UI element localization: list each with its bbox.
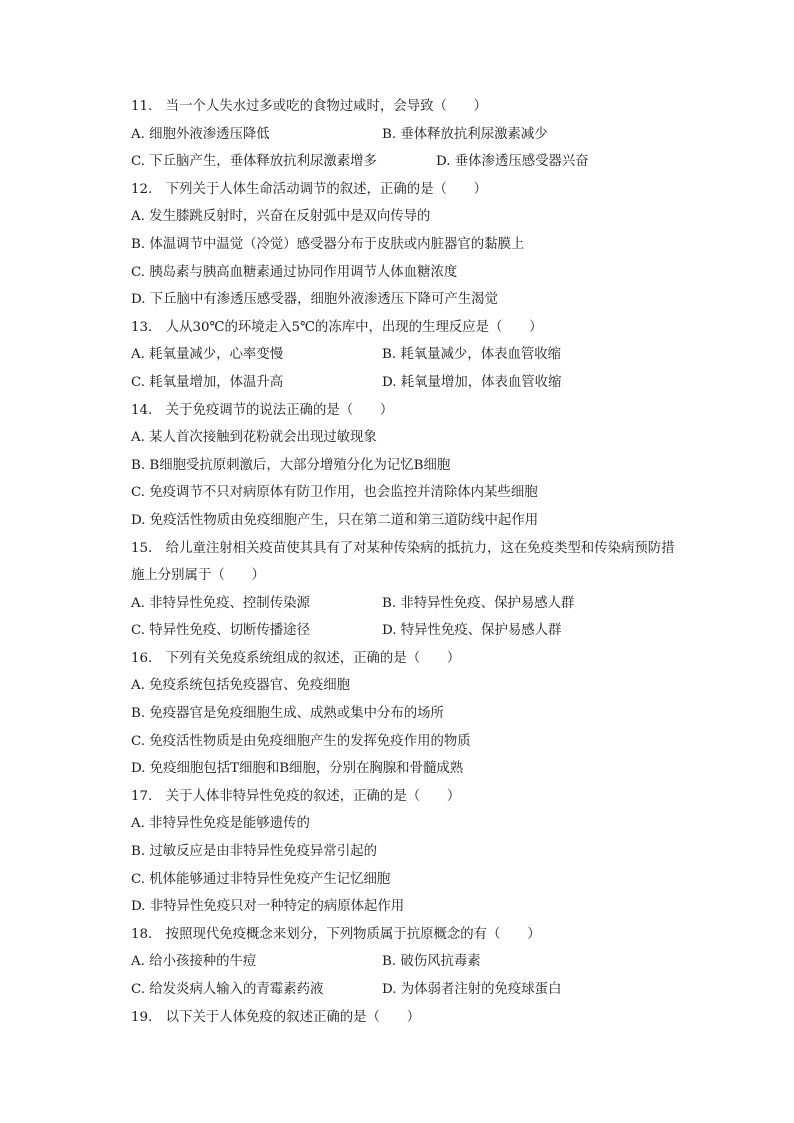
- question-11-options-row-2: [131, 148, 691, 176]
- question-15-options-row-2: [131, 617, 691, 645]
- question-17-stem: 17. 关于人体非特异性免疫的叙述，正确的是（ ）: [131, 788, 461, 804]
- question-18-option-b: B. 破伤风抗毒素: [382, 954, 481, 970]
- document-page: [131, 93, 691, 1031]
- question-11-options-row-1: [131, 121, 691, 149]
- question-15-stem: 15. 给儿童注射相关疫苗使其具有了对某种传染病的抵抗力，这在免疫类型和传染病预防措: [131, 540, 675, 556]
- question-12-option-c: C. 胰岛素与胰高血糖素通过协同作用调节人体血糖浓度: [131, 264, 458, 280]
- question-16-option-c: C. 免疫活性物质是由免疫细胞产生的发挥免疫作用的物质: [131, 733, 471, 749]
- question-11-option-d: D. 垂体渗透压感受器兴奋: [436, 154, 589, 170]
- question-14-stem: 14. 关于免疫调节的说法正确的是（ ）: [131, 402, 394, 418]
- question-13-options-row-2: [131, 369, 691, 397]
- question-17-option-d: D. 非特异性免疫只对一种特定的病原体起作用: [131, 899, 405, 915]
- question-15-option-c: C. 特异性免疫、切断传播途径: [131, 623, 310, 639]
- question-13-stem: 13. 人从30℃的环境走入5℃的冻库中，出现的生理反应是（ ）: [131, 319, 543, 335]
- question-11-option-a: A. 细胞外液渗透压降低: [131, 126, 270, 142]
- question-12-option-a: A. 发生膝跳反射时，兴奋在反射弧中是双向传导的: [131, 209, 431, 225]
- question-15-option-d: D. 特异性免疫、保护易感人群: [382, 623, 562, 639]
- question-17-option-c: C. 机体能够通过非特异性免疫产生记忆细胞: [131, 871, 391, 887]
- question-18-options-row-2: [131, 976, 691, 1004]
- question-13-option-d: D. 耗氧量增加，体表血管收缩: [382, 374, 562, 390]
- question-17-option-b: B. 过敏反应是由非特异性免疫异常引起的: [131, 844, 377, 860]
- question-16-option-a: A. 免疫系统包括免疫器官、免疫细胞: [131, 678, 351, 694]
- question-15-option-a: A. 非特异性免疫、控制传染源: [131, 595, 310, 611]
- question-14-option-c: C. 免疫调节不只对病原体有防卫作用，也会监控并清除体内某些细胞: [131, 485, 538, 501]
- question-12-option-b: B. 体温调节中温觉（冷觉）感受器分布于皮肤或内脏器官的黏膜上: [131, 236, 525, 252]
- question-14-option-b: B. B细胞受抗原刺激后，大部分增殖分化为记忆B细胞: [131, 457, 451, 473]
- question-16-option-d: D. 免疫细胞包括T细胞和B细胞，分别在胸腺和骨髓成熟: [131, 761, 464, 777]
- question-13-options-row-1: [131, 341, 691, 369]
- question-16-stem: 16. 下列有关免疫系统组成的叙述，正确的是（ ）: [131, 650, 461, 666]
- question-18-options-row-1: [131, 948, 691, 976]
- question-15-options-row-1: [131, 590, 691, 618]
- question-12-option-d: D. 下丘脑中有渗透压感受器，细胞外液渗透压下降可产生渴觉: [131, 292, 498, 308]
- question-15-stem-continued: 施上分别属于（ ）: [131, 568, 265, 584]
- question-11-stem: 11. 当一个人失水过多或吃的食物过咸时，会导致（ ）: [131, 99, 488, 114]
- question-18-option-c: C. 给发炎病人输入的青霉素药液: [131, 982, 324, 997]
- question-14-option-d: D. 免疫活性物质由免疫细胞产生，只在第二道和第三道防线中起作用: [131, 512, 539, 528]
- question-13-option-b: B. 耗氧量减少，体表血管收缩: [382, 347, 562, 363]
- question-11-option-c: C. 下丘脑产生，垂体释放抗利尿激素增多: [131, 154, 377, 170]
- question-16-option-b: B. 免疫器官是免疫细胞生成、成熟或集中分布的场所: [131, 706, 444, 722]
- question-14-option-a: A. 某人首次接触到花粉就会出现过敏现象: [131, 430, 377, 446]
- question-18-option-d: D. 为体弱者注射的免疫球蛋白: [382, 982, 562, 997]
- question-13-option-c: C. 耗氧量增加，体温升高: [131, 374, 284, 390]
- question-13-option-a: A. 耗氧量减少，心率变慢: [131, 347, 284, 363]
- question-17-option-a: A. 非特异性免疫是能够遗传的: [131, 816, 310, 832]
- question-15-option-b: B. 非特异性免疫、保护易感人群: [382, 595, 575, 611]
- question-18-stem: 18. 按照现代免疫概念来划分，下列物质属于抗原概念的有（ ）: [131, 926, 541, 942]
- question-12-stem: 12. 下列关于人体生命活动调节的叙述，正确的是（ ）: [131, 181, 488, 197]
- question-18-option-a: A. 给小孩接种的牛痘: [131, 954, 257, 970]
- question-11-option-b: B. 垂体释放抗利尿激素减少: [382, 126, 548, 142]
- question-19-stem: 19. 以下关于人体免疫的叙述正确的是（ ）: [131, 1009, 421, 1025]
